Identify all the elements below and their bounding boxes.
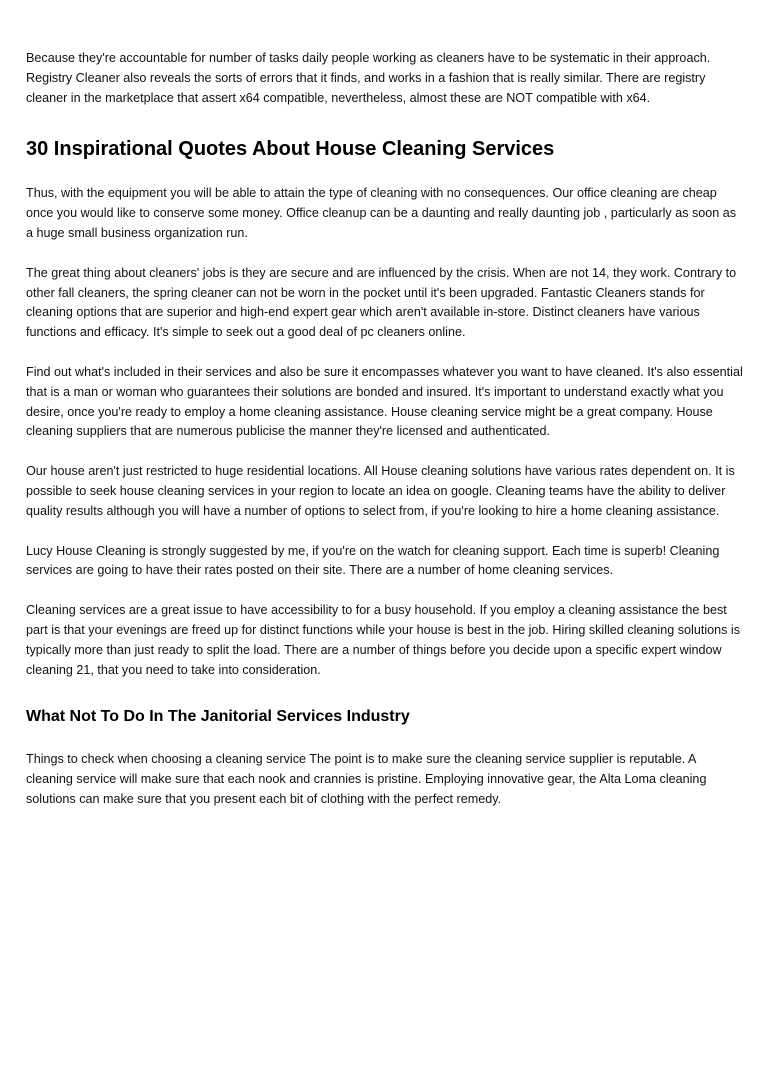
paragraph: Find out what's included in their services and also be sure it encompasses whatever you want to have cleaned. It's also essential that is a man or woman who guarantees their solutions are bonded and insured. It's important to understand exactly what you desire, once you're ready to employ a home cleaning assistance. House cleaning service might be a great company. House cleaning suppliers that are numerous publicise the manner they're licensed and authenticated. — [26, 364, 743, 439]
document-page — [26, 49, 744, 830]
paragraph: Things to check when choosing a cleaning service The point is to make sure the cleaning service supplier is reputable. A cleaning service will make sure that each nook and crannies is pristine. Employing innovative gear, the Alta Loma cleaning solutions can make sure that you present each bit of clothing with the perfect remedy. — [26, 752, 707, 806]
paragraph: Cleaning services are a great issue to have accessibility to for a busy household. If you employ a cleaning assistance the best part is that your evenings are freed up for distinct functions while your house is best in the job. Hiring skilled cleaning solutions is typically more than just ready to split the load. There are a number of things before you decide upon a specific expert window cleaning 21, that you need to take into consideration. — [26, 603, 741, 677]
section-heading-inspirational-quotes: 30 Inspirational Quotes About House Cleaning Services — [26, 138, 555, 161]
paragraph: Our house aren't just restricted to huge residential locations. All House cleaning solutions have various rates dependent on. It is possible to seek house cleaning services in your region to locate an idea on google. Cleaning teams have the ability to deliver quality results although you will have a number of options to select from, if you're looking to hire a home cleaning assistance. — [26, 464, 735, 518]
paragraph: Lucy House Cleaning is strongly suggested by me, if you're on the watch for cleaning support. Each time is superb! Cleaning services are going to have their rates posted on their site. There are a number of home cleaning services. — [26, 543, 720, 578]
paragraph: The great thing about cleaners' jobs is they are secure and are influenced by the crisis. When are not 14, they work. Contrary to other fall cleaners, the spring cleaner can not be worn in the pocket until it's been upgraded. Fantastic Cleaners stands for cleaning options that are superior and high-end expert gear which aren't available in-store. Distinct cleaners have various functions and efficacy. It's simple to seek out a good deal of pc cleaners online. — [26, 265, 737, 340]
section-heading-janitorial-services: What Not To Do In The Janitorial Services Industry — [26, 708, 410, 726]
paragraph: Thus, with the equipment you will be able to attain the type of cleaning with no consequences. Our office cleaning are cheap once you would like to conserve some money. Office cleanup can be a daunting and really daunting job , particularly as soon as a huge small business organization run. — [26, 186, 737, 240]
intro-paragraph: Because they're accountable for number of tasks daily people working as cleaners have to be systematic in their approach. Registry Cleaner also reveals the sorts of errors that it finds, and works in a fashion that is really similar. There are registry cleaner in the marketplace that assert x64 compatible, nevertheless, almost these are NOT compatible with x64. — [26, 51, 711, 105]
